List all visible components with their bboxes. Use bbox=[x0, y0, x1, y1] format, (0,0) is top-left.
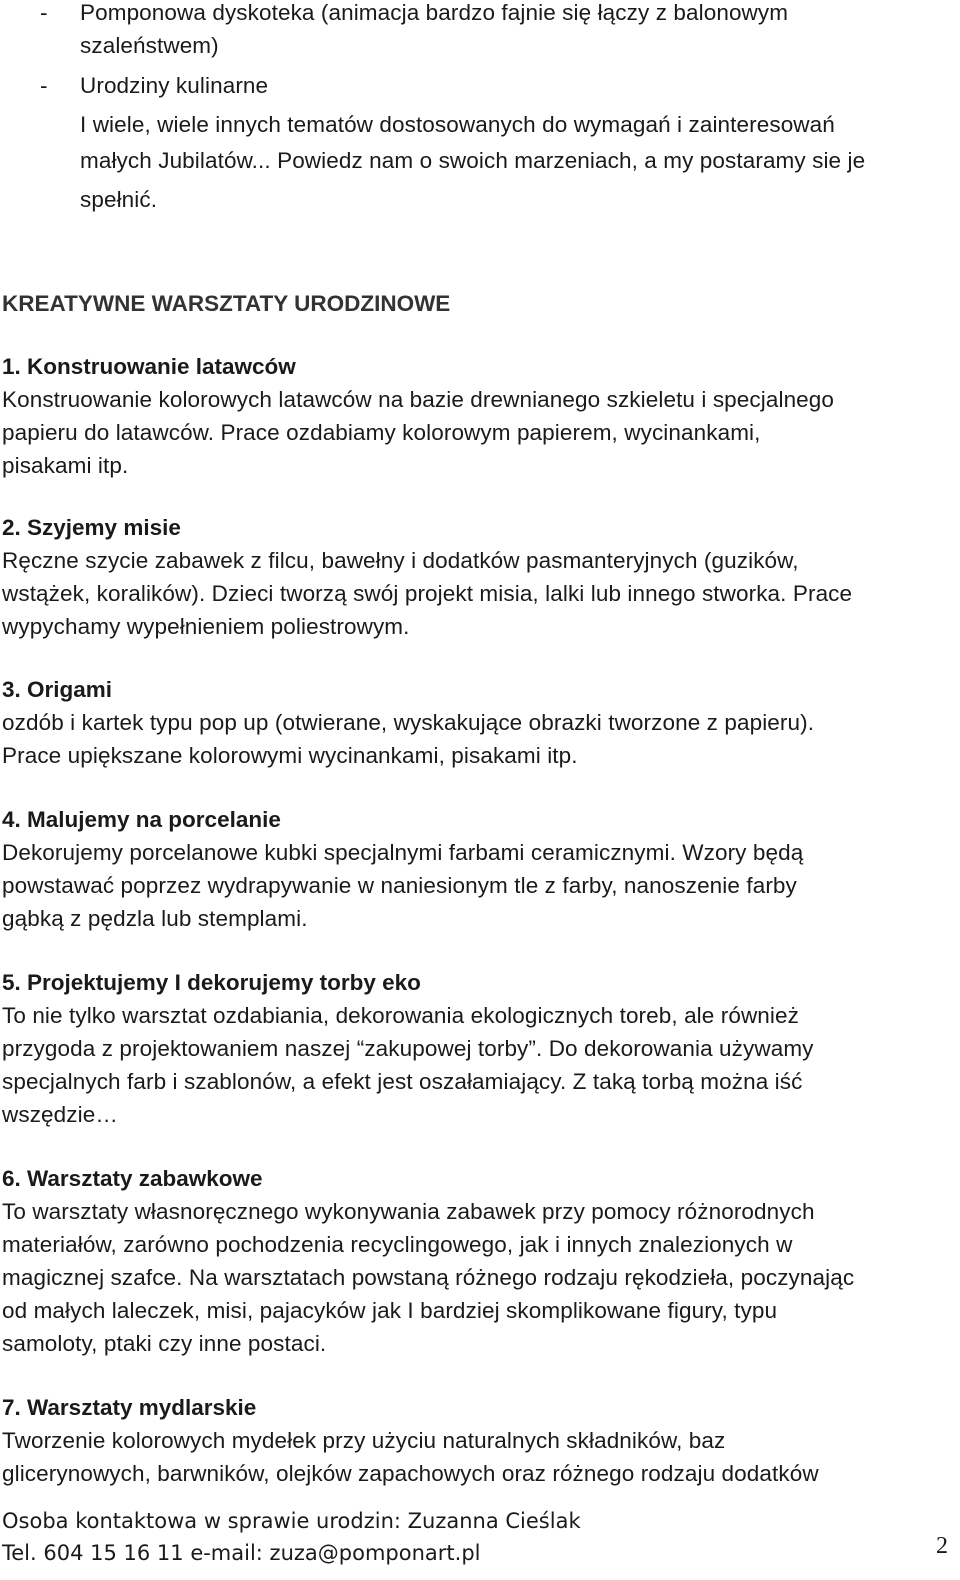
paragraph-line: materiałów, zarówno pochodzenia recyclingowego, jak i innych znalezionych w bbox=[2, 1232, 793, 1257]
section-title: 2. Szyjemy misie bbox=[2, 515, 181, 540]
paragraph-line: Konstruowanie kolorowych latawców na bazie drewnianego szkieletu i specjalnego bbox=[2, 387, 835, 412]
page-number: 2 bbox=[936, 1533, 948, 1559]
paragraph-line: samoloty, ptaki czy inne postaci. bbox=[2, 1331, 327, 1356]
paragraph-line: glicerynowych, barwników, olejków zapachowych oraz różnego rodzaju dodatków bbox=[2, 1461, 819, 1486]
list-item-text: Urodziny kulinarne bbox=[80, 73, 269, 98]
list-item-text: szaleństwem) bbox=[80, 33, 219, 58]
paragraph-line: od małych laleczek, misi, pajacyków jak I bardziej skomplikowane figury, typu bbox=[2, 1298, 778, 1323]
list-item-text: Pomponowa dyskoteka (animacja bardzo fajnie się łączy z balonowym bbox=[80, 0, 789, 25]
section-title: 5. Projektujemy I dekorujemy torby eko bbox=[2, 970, 421, 995]
paragraph-line: Prace upiększane kolorowymi wycinankami, pisakami itp. bbox=[2, 743, 578, 768]
paragraph-line: papieru do latawców. Prace ozdabiamy kolorowym papierem, wycinankami, bbox=[2, 420, 761, 445]
main-heading: KREATYWNE WARSZTATY URODZINOWE bbox=[2, 291, 451, 316]
section-title: 7. Warsztaty mydlarskie bbox=[2, 1395, 257, 1420]
paragraph-line: To nie tylko warsztat ozdabiania, dekorowania ekologicznych toreb, ale również bbox=[2, 1003, 799, 1028]
paragraph-line: Tworzenie kolorowych mydełek przy użyciu naturalnych składników, baz bbox=[2, 1428, 726, 1453]
section-title: 3. Origami bbox=[2, 677, 113, 702]
paragraph-line: przygoda z projektowaniem naszej “zakupowej torby”. Do dekorowania używamy bbox=[2, 1036, 814, 1061]
paragraph-line: gąbką z pędzla lub stemplami. bbox=[2, 906, 308, 931]
list-dash: - bbox=[40, 73, 48, 98]
list-dash: - bbox=[40, 0, 48, 25]
paragraph-line: małych Jubilatów... Powiedz nam o swoich marzeniach, a my postaramy sie je bbox=[80, 148, 866, 173]
section-title: 6. Warsztaty zabawkowe bbox=[2, 1166, 263, 1191]
footer-contact: Osoba kontaktowa w sprawie urodzin: Zuzanna Cieślak bbox=[2, 1509, 581, 1533]
paragraph-line: wypychamy wypełnieniem poliestrowym. bbox=[2, 614, 410, 639]
paragraph-line: Ręczne szycie zabawek z filcu, bawełny i dodatków pasmanteryjnych (guzików, bbox=[2, 548, 799, 573]
section-title: 1. Konstruowanie latawców bbox=[2, 354, 296, 379]
paragraph-line: pisakami itp. bbox=[2, 453, 129, 478]
paragraph-line: specjalnych farb i szablonów, a efekt jest oszałamiający. Z taką torbą można iść bbox=[2, 1069, 803, 1094]
paragraph-line: powstawać poprzez wydrapywanie w naniesionym tle z farby, nanoszenie farby bbox=[2, 873, 797, 898]
paragraph-line: To warsztaty własnoręcznego wykonywania zabawek przy pomocy różnorodnych bbox=[2, 1199, 815, 1224]
paragraph-line: wszędzie… bbox=[2, 1102, 118, 1127]
paragraph-line: ozdób i kartek typu pop up (otwierane, wyskakujące obrazki tworzone z papieru). bbox=[2, 710, 815, 735]
paragraph-line: Dekorujemy porcelanowe kubki specjalnymi farbami ceramicznymi. Wzory będą bbox=[2, 840, 804, 865]
paragraph-line: wstążek, koralików). Dzieci tworzą swój projekt misia, lalki lub innego stworka. Prace bbox=[2, 581, 853, 606]
footer-phone-email: Tel. 604 15 16 11 e-mail: zuza@pomponart.pl bbox=[2, 1541, 481, 1565]
paragraph-line: I wiele, wiele innych tematów dostosowanych do wymagań i zainteresowań bbox=[80, 112, 835, 137]
section-title: 4. Malujemy na porcelanie bbox=[2, 807, 281, 832]
paragraph-line: spełnić. bbox=[80, 187, 158, 212]
paragraph-line: magicznej szafce. Na warsztatach powstaną różnego rodzaju rękodzieła, poczynając bbox=[2, 1265, 855, 1290]
